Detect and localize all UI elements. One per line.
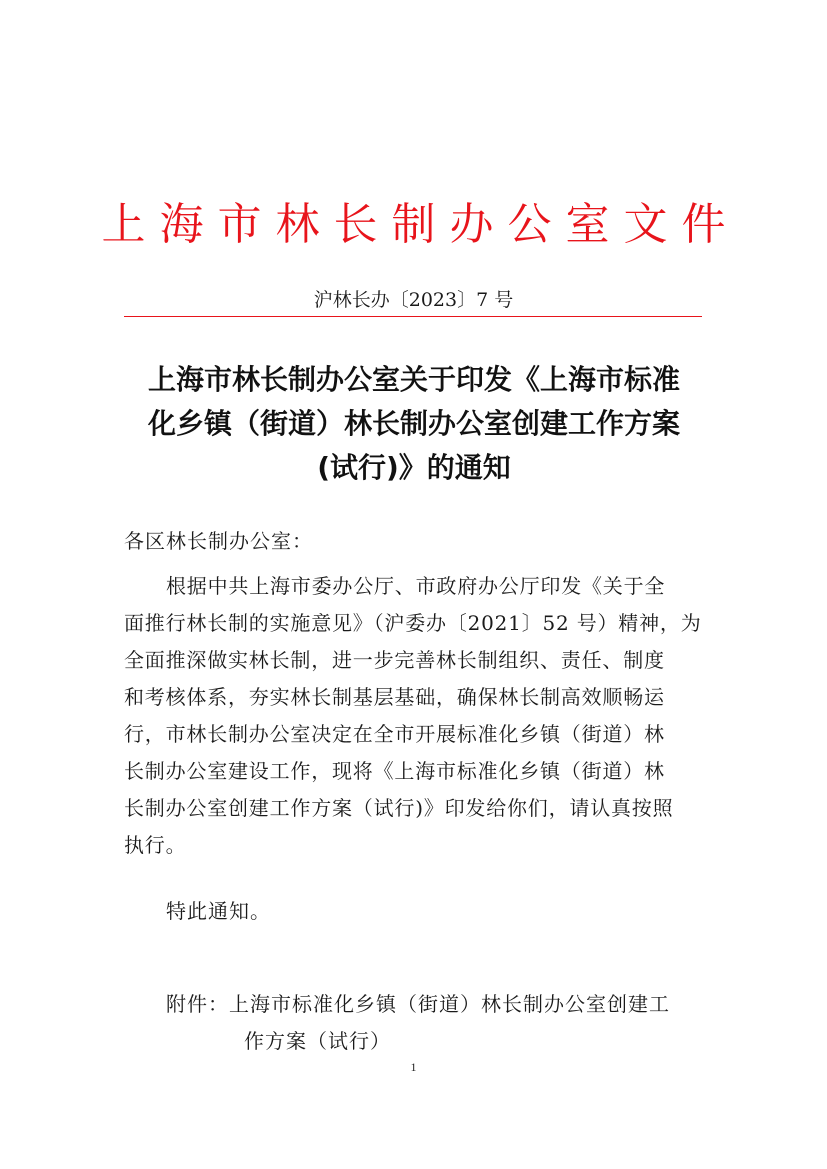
issuer-title: 上海市林长制办公室文件 <box>101 199 740 250</box>
body-paragraph <box>124 568 702 864</box>
attachment-note <box>166 986 670 1060</box>
body-line: 面推行林长制的实施意见》（沪委办〔2021〕52 号）精神，为 <box>124 611 702 635</box>
body-line: 长制办公室创建工作方案（试行)》印发给你们，请认真按照 <box>124 796 674 820</box>
body-line: 根据中共上海市委办公厅、市政府办公厅印发《关于全 <box>166 574 666 598</box>
notice-title-line: (试行)》的通知 <box>317 451 511 484</box>
body-line: 长制办公室建设工作，现将《上海市标准化乡镇（街道）林 <box>124 759 665 783</box>
attachment-line: 附件：上海市标准化乡镇（街道）林长制办公室创建工 <box>166 992 670 1016</box>
red-divider-line <box>124 316 702 317</box>
body-line: 全面推深做实林长制，进一步完善林长制组织、责任、制度 <box>124 648 665 672</box>
closing-remark: 特此通知。 <box>166 899 271 923</box>
salutation: 各区林长制办公室： <box>124 529 313 553</box>
notice-title <box>124 358 704 490</box>
body-line: 行，市林长制办公室决定在全市开展标准化乡镇（街道）林 <box>124 722 665 746</box>
body-line: 执行。 <box>124 833 187 857</box>
body-line: 和考核体系，夯实林长制基层基础，确保林长制高效顺畅运 <box>124 685 665 709</box>
notice-title-line: 化乡镇（街道）林长制办公室创建工作方案 <box>147 407 680 440</box>
notice-title-line: 上海市林长制办公室关于印发《上海市标准 <box>147 363 680 396</box>
document-number: 沪林长办〔2023〕7 号 <box>313 289 514 311</box>
page-number: 1 <box>410 1060 417 1074</box>
attachment-line: 作方案（试行） <box>244 1029 391 1053</box>
